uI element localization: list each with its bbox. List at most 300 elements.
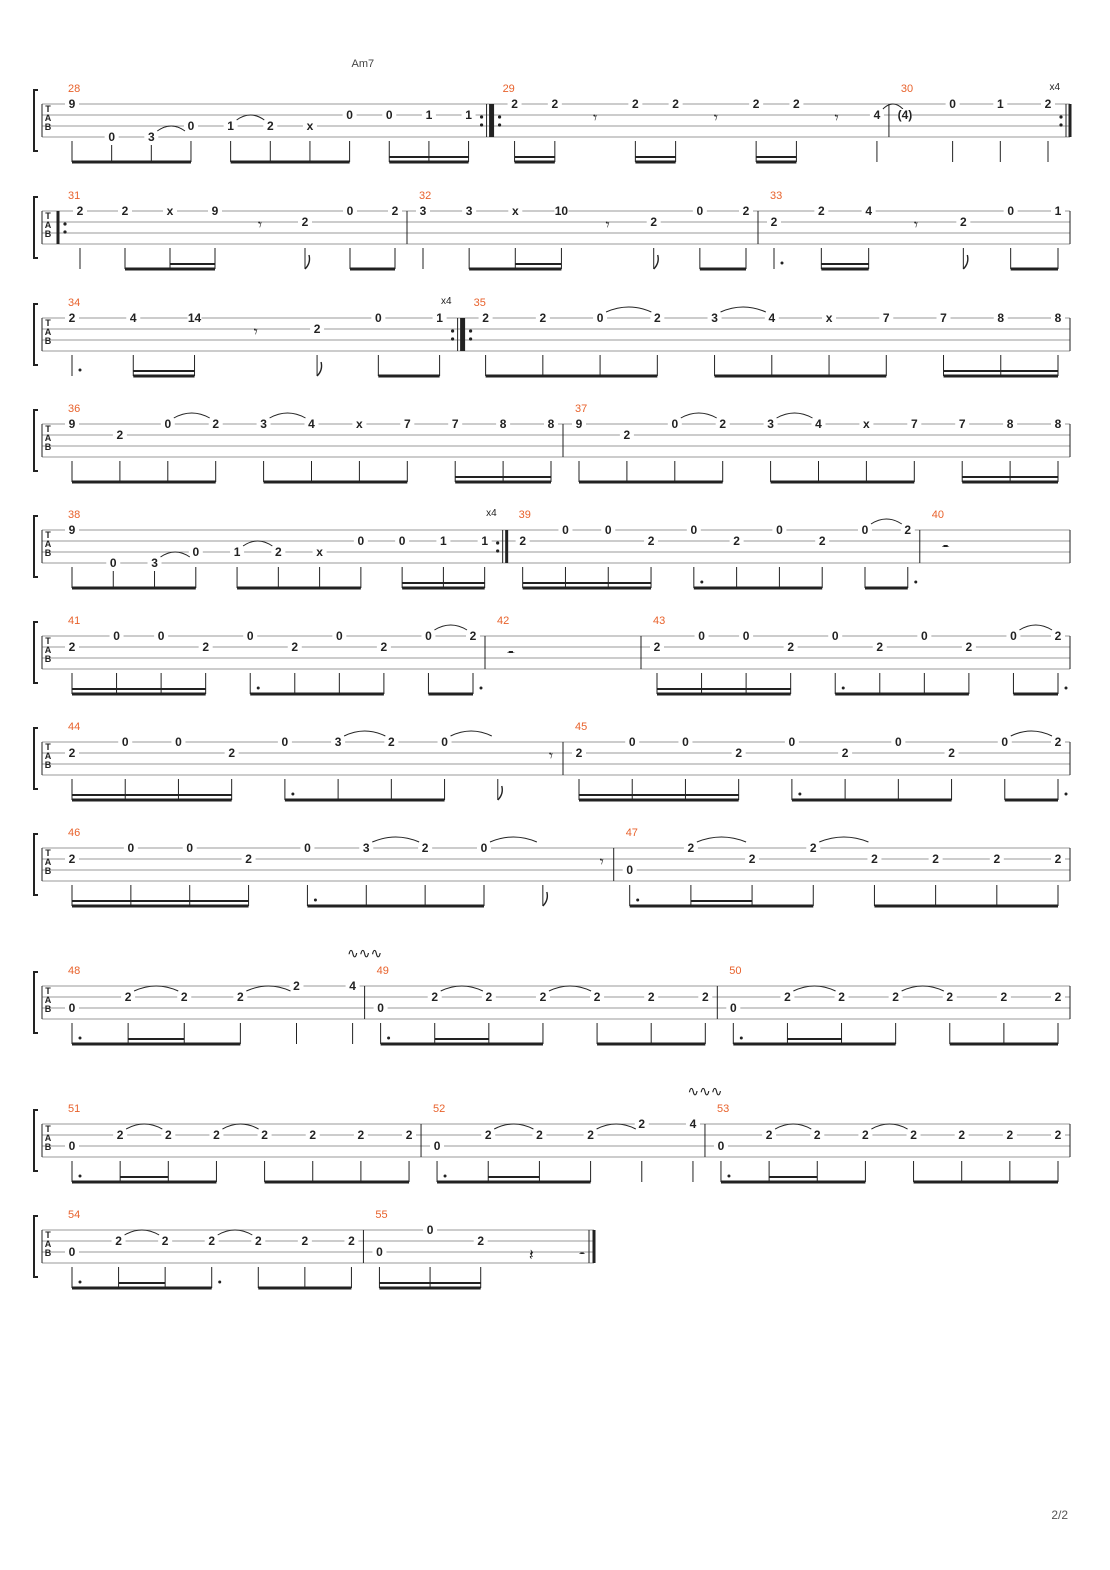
- fret-number: 0: [433, 1139, 441, 1153]
- measure-number: 40: [931, 509, 945, 521]
- tab-clef-letter: B: [44, 866, 52, 876]
- fret-number: 8: [997, 311, 1005, 325]
- fret-number: 3: [362, 841, 370, 855]
- tab-clef-letter: A: [44, 220, 52, 230]
- measure-number: 42: [497, 615, 510, 627]
- fret-number: 1: [481, 534, 489, 548]
- fret-number: 2: [293, 979, 300, 993]
- fret-number: 2: [116, 428, 124, 442]
- fret-number: 10: [554, 204, 569, 218]
- fret-number: 2: [484, 1128, 492, 1142]
- rest-symbol: 𝄾: [605, 215, 610, 234]
- fret-number: 2: [405, 1128, 413, 1142]
- measure-number: 31: [68, 190, 81, 202]
- repeat-count: x4: [441, 296, 452, 307]
- tab-clef-letter: B: [44, 1248, 52, 1258]
- tie-arc: [681, 413, 717, 418]
- measure-number: 55: [375, 1209, 388, 1221]
- fret-number: 2: [793, 97, 800, 111]
- fret-number: 2: [958, 1128, 966, 1142]
- rhythm-dot: [291, 793, 294, 796]
- fret-number: 2: [387, 735, 395, 749]
- fret-number: 8: [1006, 417, 1014, 431]
- tie-arc: [174, 413, 210, 418]
- fret-number: 0: [717, 1139, 725, 1153]
- fret-number: x: [511, 204, 519, 218]
- fret-number: 2: [1054, 629, 1062, 643]
- fret-number: 2: [380, 640, 388, 654]
- fret-number: x: [356, 417, 363, 431]
- fret-number: 2: [309, 1128, 317, 1142]
- fret-number: 0: [729, 1001, 737, 1015]
- system-bracket: [34, 90, 38, 151]
- tie-arc: [451, 731, 492, 736]
- tie-arc: [494, 1124, 533, 1129]
- fret-number: 2: [1054, 1128, 1062, 1142]
- rhythm-dot: [1065, 687, 1068, 690]
- rhythm-dot: [480, 687, 483, 690]
- tab-clef-letter: A: [44, 751, 52, 761]
- rest-symbol: 𝄾: [913, 215, 919, 234]
- fret-number: 3: [711, 311, 718, 325]
- fret-number: 9: [68, 417, 76, 431]
- fret-number: 2: [770, 215, 778, 229]
- repeat-dot: [469, 337, 472, 340]
- repeat-dot: [480, 115, 483, 118]
- rhythm-dot: [79, 1175, 82, 1178]
- tie-arc: [606, 307, 651, 312]
- fret-number: 2: [632, 97, 639, 111]
- fret-number: 0: [894, 735, 902, 749]
- fret-number: 0: [690, 523, 698, 537]
- rhythm-dot: [914, 581, 917, 584]
- tie-arc: [134, 986, 178, 991]
- repeat-dot: [63, 222, 66, 225]
- fret-number: 0: [157, 629, 165, 643]
- rhythm-dot: [740, 1037, 743, 1040]
- fret-number: 2: [817, 204, 825, 218]
- tab-clef-letter: T: [45, 1230, 51, 1240]
- system-bracket: [34, 304, 38, 365]
- fret-number: 7: [403, 417, 411, 431]
- fret-number: 2: [357, 1128, 365, 1142]
- fret-number: 1: [465, 108, 472, 122]
- fret-number: 0: [596, 311, 604, 325]
- fret-number: 2: [838, 990, 845, 1004]
- tie-arc: [871, 519, 902, 524]
- fret-number: 0: [1007, 204, 1015, 218]
- system-bracket: [34, 410, 38, 471]
- fret-number: 2: [116, 1128, 124, 1142]
- fret-number: 2: [213, 1128, 220, 1142]
- repeat-count: x4: [486, 508, 497, 519]
- fret-number: 0: [1010, 629, 1017, 643]
- measure-number: 29: [502, 83, 515, 95]
- note-flag: [305, 255, 310, 269]
- tie-arc: [237, 115, 265, 120]
- fret-number: 2: [719, 417, 727, 431]
- tie-arc: [819, 837, 868, 842]
- repeat-count: x4: [1049, 82, 1060, 93]
- repeat-dot: [451, 329, 454, 332]
- fret-number: 2: [653, 640, 661, 654]
- measure-number: 45: [575, 721, 588, 733]
- fret-number: x: [825, 311, 833, 325]
- fret-number: 2: [511, 97, 518, 111]
- tab-clef-letter: A: [44, 539, 52, 549]
- fret-number: 2: [348, 1234, 355, 1248]
- rest-symbol: 𝄾: [592, 108, 598, 127]
- fret-number: 2: [124, 990, 132, 1004]
- fret-number: 9: [211, 204, 219, 218]
- fret-number: 2: [735, 746, 743, 760]
- fret-number: 2: [965, 640, 973, 654]
- fret-number: 3: [147, 130, 155, 144]
- fret-number: 2: [551, 97, 559, 111]
- measure-number: 28: [68, 83, 81, 95]
- fret-number: 0: [441, 735, 448, 749]
- fret-number: 0: [108, 130, 116, 144]
- fret-number: 2: [164, 1128, 172, 1142]
- fret-number: 2: [809, 841, 817, 855]
- tie-arc: [793, 986, 835, 991]
- measure-number: 30: [900, 83, 914, 95]
- fret-number: 0: [377, 1001, 384, 1015]
- fret-number: 2: [266, 119, 274, 133]
- fret-number: 2: [469, 629, 477, 643]
- rhythm-dot: [727, 1175, 730, 1178]
- rest-symbol: 𝄽: [528, 1245, 534, 1264]
- tie-arc: [777, 413, 813, 418]
- fret-number: 2: [228, 746, 236, 760]
- fret-number: 2: [202, 640, 210, 654]
- vibrato-mark: ∿∿∿: [687, 1084, 723, 1100]
- note-flag: [498, 786, 503, 800]
- tab-clef-letter: T: [45, 530, 51, 540]
- measure-number: 37: [575, 403, 588, 415]
- tie-arc: [434, 625, 467, 630]
- fret-number: 2: [647, 990, 655, 1004]
- fret-number: 2: [1006, 1128, 1014, 1142]
- fret-number: 0: [304, 841, 311, 855]
- measure-number: 43: [653, 615, 666, 627]
- fret-number: 2: [313, 322, 321, 336]
- fret-number: 2: [653, 311, 661, 325]
- fret-number: 0: [626, 863, 634, 877]
- tab-clef-letter: T: [45, 986, 51, 996]
- tab-clef-letter: T: [45, 636, 51, 646]
- fret-number: 0: [346, 204, 354, 218]
- fret-number: 8: [547, 417, 555, 431]
- half-rest: 𝄼: [941, 535, 950, 559]
- measure-number: 53: [716, 1103, 730, 1115]
- fret-number: 2: [161, 1234, 169, 1248]
- fret-number: 14: [187, 311, 202, 325]
- fret-number: 2: [948, 746, 955, 760]
- repeat-dot: [496, 541, 499, 544]
- fret-number: 2: [482, 311, 489, 325]
- rest-symbol: 𝄾: [548, 746, 554, 765]
- tab-clef-letter: T: [45, 742, 51, 752]
- fret-number: 0: [374, 311, 382, 325]
- fret-number: 2: [431, 990, 439, 1004]
- fret-number: 0: [698, 629, 705, 643]
- tie-arc: [125, 1230, 160, 1235]
- repeat-dot: [498, 123, 501, 126]
- fret-number: 0: [696, 204, 704, 218]
- fret-number: 0: [68, 1245, 76, 1259]
- fret-number: 2: [672, 97, 679, 111]
- measure-number: 33: [770, 190, 783, 202]
- tab-clef-letter: B: [44, 654, 52, 664]
- tie-arc: [871, 1124, 907, 1129]
- measure-number: 51: [68, 1103, 81, 1115]
- fret-number: 0: [425, 629, 432, 643]
- fret-number: 2: [536, 1128, 543, 1142]
- fret-number: 2: [245, 852, 252, 866]
- note-flag: [317, 362, 322, 376]
- fret-number: 2: [274, 545, 282, 559]
- repeat-dot: [451, 337, 454, 340]
- fret-number: 2: [813, 1128, 821, 1142]
- tie-arc: [344, 731, 385, 736]
- rhythm-dot: [842, 687, 845, 690]
- tab-clef-letter: A: [44, 433, 52, 443]
- fret-number: x: [863, 417, 870, 431]
- fret-number: 9: [575, 417, 583, 431]
- fret-number: 2: [301, 1234, 309, 1248]
- fret-number: 2: [575, 746, 583, 760]
- measure-number: 39: [518, 509, 531, 521]
- fret-number: 0: [376, 1245, 383, 1259]
- measure-number: 41: [68, 615, 81, 627]
- measure-number: 34: [68, 297, 81, 309]
- fret-number: 2: [748, 852, 756, 866]
- fret-number: 1: [1054, 204, 1062, 218]
- tab-clef-letter: B: [44, 336, 52, 346]
- tab-clef-letter: B: [44, 442, 52, 452]
- repeat-dot: [480, 123, 483, 126]
- fret-number: 2: [301, 215, 309, 229]
- tie-arc: [490, 837, 537, 842]
- tab-clef-letter: T: [45, 211, 51, 221]
- measure-number: 49: [376, 965, 389, 977]
- fret-number: 7: [882, 311, 890, 325]
- tie-arc: [697, 837, 746, 842]
- tie-arc: [549, 986, 591, 991]
- tie-arc: [157, 126, 185, 131]
- fret-number: 4: [129, 311, 137, 325]
- fret-number: 2: [76, 204, 84, 218]
- fret-number: 0: [357, 534, 365, 548]
- fret-number: 2: [871, 852, 878, 866]
- fret-number: 3: [767, 417, 774, 431]
- fret-number: 2: [261, 1128, 268, 1142]
- fret-number: 2: [742, 204, 750, 218]
- tab-clef-letter: B: [44, 548, 52, 558]
- fret-number: 2: [993, 852, 1001, 866]
- fret-number: 0: [68, 1001, 76, 1015]
- fret-number: 7: [958, 417, 966, 431]
- fret-number: 2: [115, 1234, 122, 1248]
- repeat-dot: [1059, 115, 1062, 118]
- fret-number: 0: [121, 735, 129, 749]
- system-bracket: [34, 834, 38, 895]
- fret-number: 0: [186, 841, 194, 855]
- fret-number: 0: [920, 629, 928, 643]
- rest-symbol: 𝄾: [257, 215, 263, 234]
- tab-clef-letter: A: [44, 645, 52, 655]
- fret-number: 2: [391, 204, 399, 218]
- tab-clef-letter: T: [45, 318, 51, 328]
- rhythm-dot: [79, 1037, 82, 1040]
- tab-clef-letter: T: [45, 1124, 51, 1134]
- system-bracket: [34, 1110, 38, 1171]
- fret-number: 0: [127, 841, 135, 855]
- fret-number: 0: [604, 523, 612, 537]
- tie-arc: [243, 541, 272, 546]
- fret-number: 2: [687, 841, 695, 855]
- system-bracket: [34, 516, 38, 577]
- rhythm-dot: [79, 369, 82, 372]
- system-bracket: [34, 972, 38, 1033]
- tie-arc: [1019, 625, 1052, 630]
- note-flag: [963, 255, 968, 269]
- fret-number: 0: [175, 735, 182, 749]
- fret-number: 0: [426, 1223, 434, 1237]
- fret-number: 2: [862, 1128, 869, 1142]
- tab-clef-letter: B: [44, 1142, 52, 1152]
- fret-number: 2: [1054, 852, 1062, 866]
- fret-number: 2: [421, 841, 429, 855]
- rhythm-dot: [700, 581, 703, 584]
- fret-number: 2: [765, 1128, 773, 1142]
- fret-number: (4): [897, 108, 913, 122]
- fret-number: 8: [1054, 311, 1062, 325]
- fret-number: 2: [733, 534, 740, 548]
- fret-number: 4: [308, 417, 315, 431]
- fret-number: 2: [841, 746, 849, 760]
- fret-number: 0: [398, 534, 406, 548]
- fret-number: 0: [1001, 735, 1009, 749]
- tab-clef-letter: A: [44, 1133, 52, 1143]
- fret-number: 3: [334, 735, 342, 749]
- fret-number: 0: [776, 523, 783, 537]
- system-bracket: [34, 728, 38, 789]
- fret-number: 4: [768, 311, 776, 325]
- fret-number: 4: [349, 979, 356, 993]
- rhythm-dot: [257, 687, 260, 690]
- fret-number: 2: [1044, 97, 1052, 111]
- fret-number: 2: [68, 852, 76, 866]
- fret-number: 2: [212, 417, 220, 431]
- fret-number: 0: [949, 97, 956, 111]
- fret-number: 0: [562, 523, 569, 537]
- fret-number: 0: [742, 629, 750, 643]
- fret-number: 2: [946, 990, 954, 1004]
- fret-number: 0: [335, 629, 343, 643]
- fret-number: 0: [113, 629, 120, 643]
- note-flag: [543, 892, 548, 906]
- fret-number: 2: [752, 97, 760, 111]
- fret-number: 2: [208, 1234, 216, 1248]
- measure-number: 54: [68, 1209, 81, 1221]
- fret-number: 0: [109, 556, 117, 570]
- fret-number: 7: [940, 311, 947, 325]
- tab-clef-letter: B: [44, 229, 52, 239]
- tie-arc: [721, 307, 766, 312]
- fret-number: 3: [151, 556, 158, 570]
- fret-number: 2: [237, 990, 244, 1004]
- tie-arc: [902, 986, 944, 991]
- measure-number: 47: [625, 827, 638, 839]
- note-flag: [654, 255, 659, 269]
- measure-number: 35: [473, 297, 486, 309]
- fret-number: 2: [539, 311, 547, 325]
- tie-arc: [222, 1124, 258, 1129]
- rhythm-dot: [314, 899, 317, 902]
- fret-number: 0: [281, 735, 289, 749]
- fret-number: 0: [480, 841, 488, 855]
- fret-number: 2: [787, 640, 795, 654]
- fret-number: 2: [910, 1128, 917, 1142]
- fret-number: 3: [419, 204, 427, 218]
- fret-number: x: [316, 545, 323, 559]
- fret-number: 1: [233, 545, 241, 559]
- page-number: 2/2: [1051, 1508, 1068, 1522]
- tie-arc: [270, 413, 306, 418]
- fret-number: 2: [593, 990, 601, 1004]
- tie-arc: [775, 1124, 811, 1129]
- fret-number: 2: [254, 1234, 262, 1248]
- measure-number: 46: [68, 827, 81, 839]
- fret-number: 4: [865, 204, 873, 218]
- fret-number: 2: [647, 534, 655, 548]
- fret-number: 2: [68, 640, 76, 654]
- fret-number: 4: [815, 417, 822, 431]
- tie-arc: [218, 1230, 253, 1235]
- tab-clef-letter: B: [44, 760, 52, 770]
- fret-number: 2: [638, 1117, 646, 1131]
- fret-number: 8: [499, 417, 507, 431]
- fret-number: 0: [346, 108, 353, 122]
- fret-number: 2: [519, 534, 527, 548]
- fret-number: 0: [187, 119, 195, 133]
- fret-number: x: [166, 204, 174, 218]
- rest-symbol: 𝄼: [578, 1245, 586, 1264]
- rhythm-dot: [781, 262, 784, 265]
- repeat-dot: [498, 115, 501, 118]
- tie-arc: [597, 1124, 636, 1129]
- rhythm-dot: [387, 1037, 390, 1040]
- tab-clef-letter: B: [44, 122, 52, 132]
- measure-number: 48: [68, 965, 81, 977]
- fret-number: 3: [465, 204, 473, 218]
- tab-clef-letter: T: [45, 424, 51, 434]
- tab-clef-letter: A: [44, 113, 52, 123]
- tie-arc: [1011, 731, 1052, 736]
- rest-symbol: 𝄾: [713, 108, 719, 127]
- fret-number: 1: [436, 311, 443, 325]
- fret-number: 2: [539, 990, 547, 1004]
- fret-number: 2: [1054, 990, 1062, 1004]
- fret-number: 1: [440, 534, 447, 548]
- fret-number: 2: [701, 990, 709, 1004]
- fret-number: 2: [68, 746, 76, 760]
- fret-number: x: [306, 119, 314, 133]
- tab-clef-letter: A: [44, 1239, 52, 1249]
- fret-number: 2: [892, 990, 899, 1004]
